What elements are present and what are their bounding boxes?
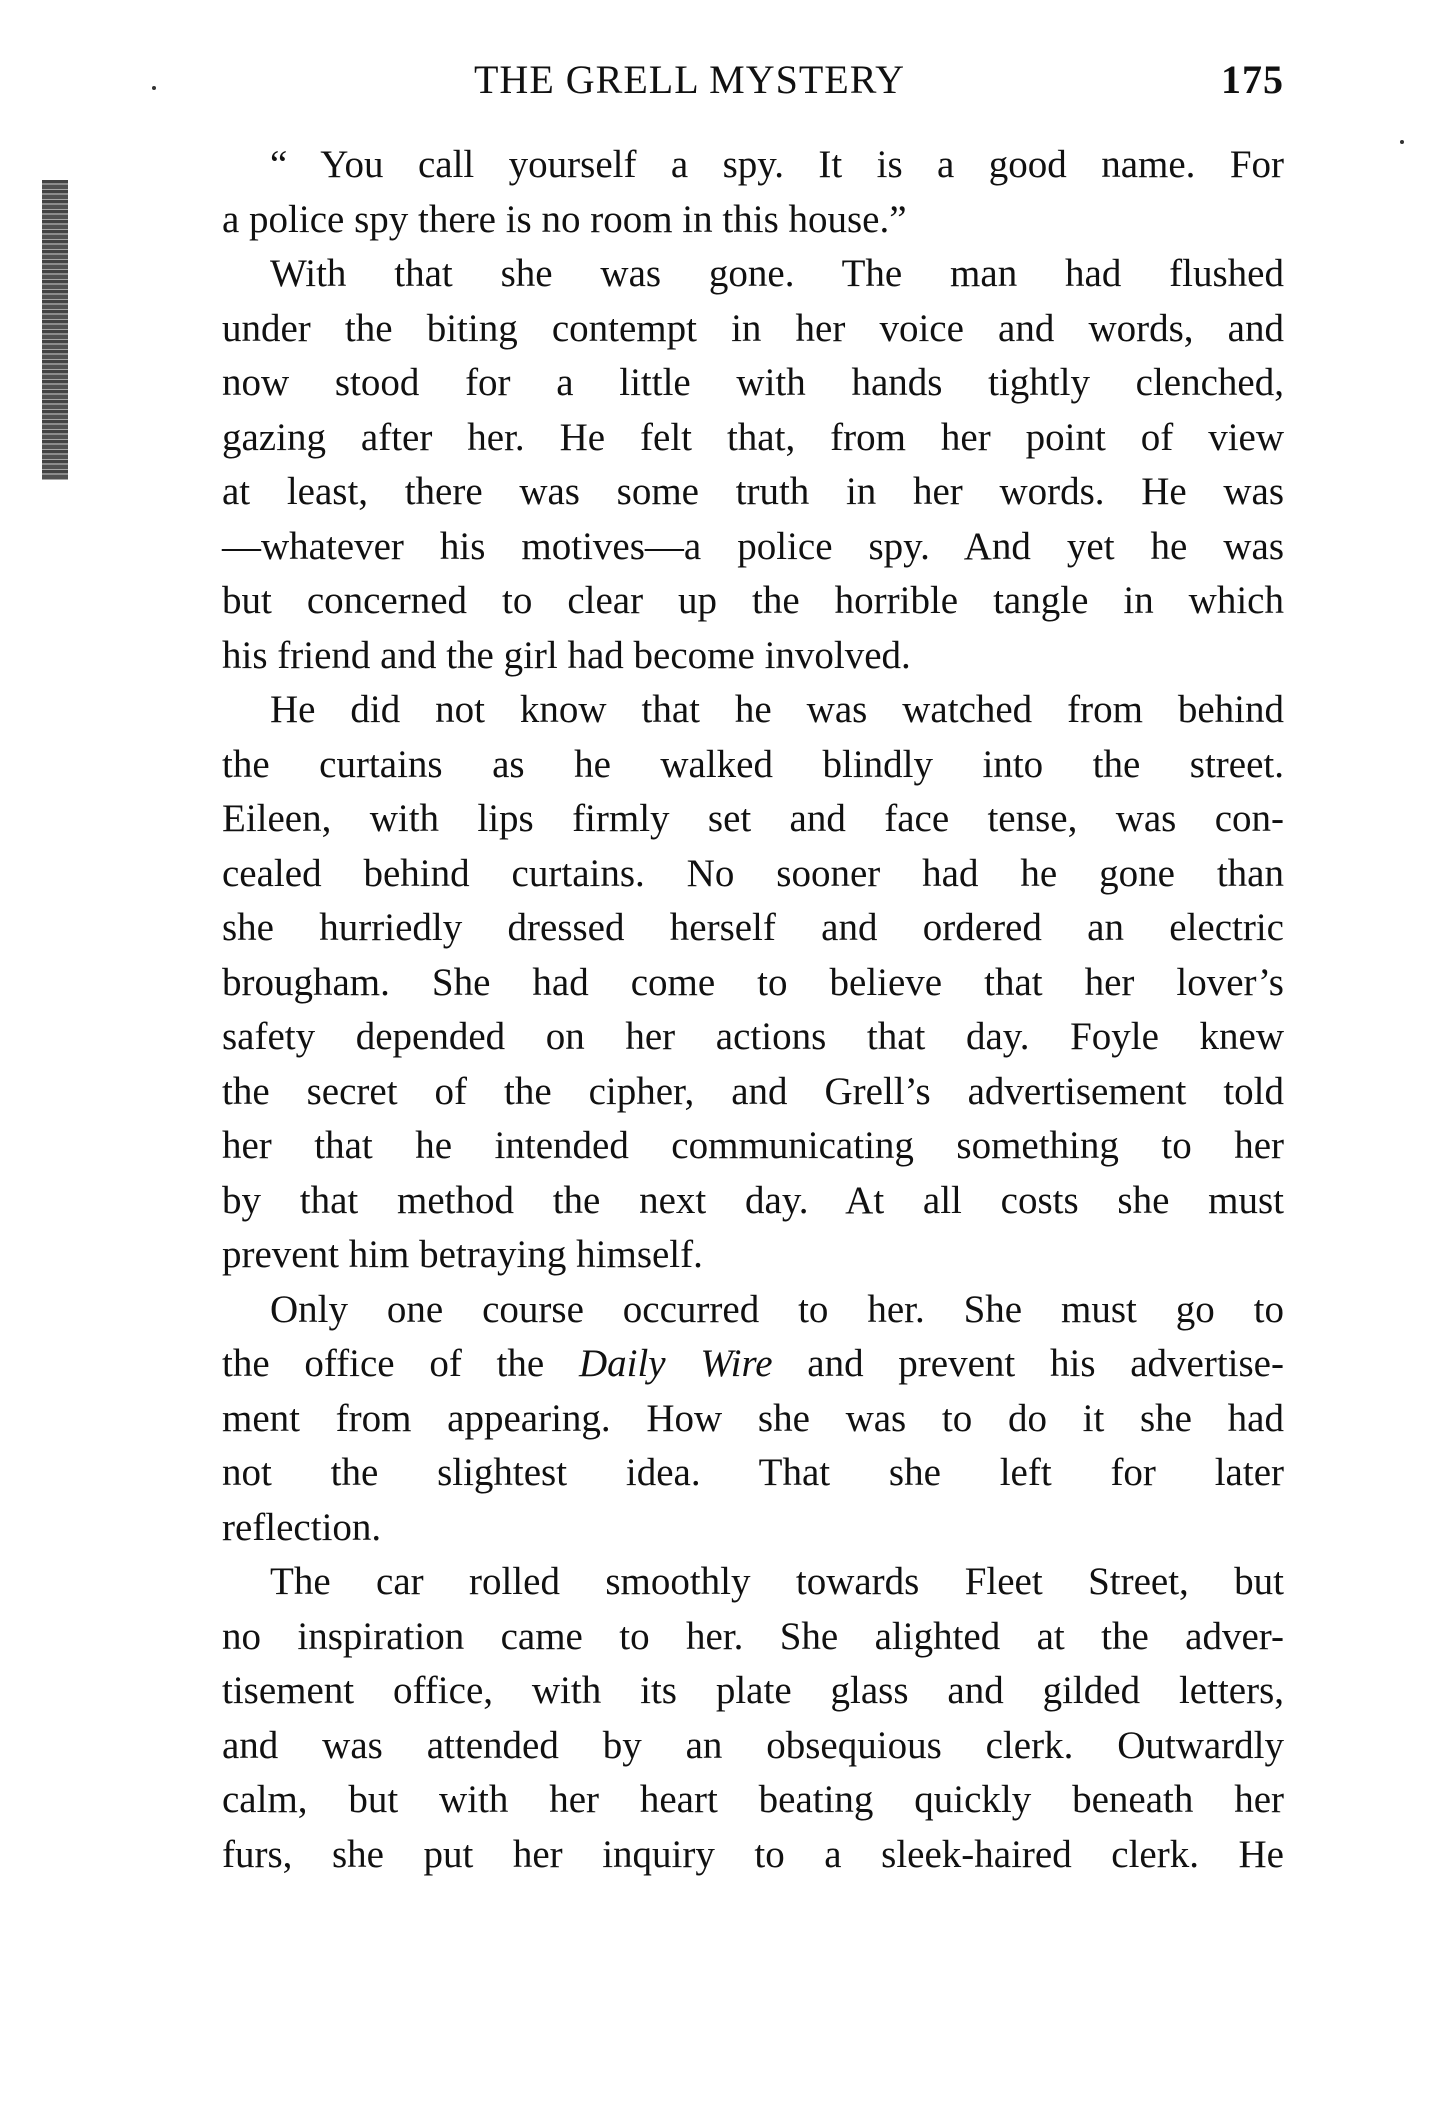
text-line: “ You call yourself a spy. It is a good name. For [270,143,1284,186]
text-line: With that she was gone. The man had flushed [270,252,1284,295]
page-number: 175 [1221,57,1284,102]
running-header [222,56,1284,116]
text-line: Only one course occurred to her. She must go to [270,1287,1284,1331]
text-line: not the slightest idea. That she left for later [222,1451,1284,1494]
text-line: her that he intended communicating something to her [222,1124,1284,1167]
print-speck [1400,140,1404,144]
text-line [222,1337,1284,1392]
text-line: by that method the next day. At all costs she must [222,1178,1284,1222]
text-line: calm, but with her heart beating quickly beneath her [222,1778,1284,1821]
text-line: prevent him betraying himself. [222,1233,703,1276]
text-line: Eileen, with lips firmly set and face tense, was con- [222,797,1284,840]
text-run: and prevent his advertise- [772,1342,1284,1385]
text-line: now stood for a little with hands tightly clenched, [222,361,1284,404]
text-line: no inspiration came to her. She alighted at the adver- [222,1614,1284,1658]
text-line: ment from appearing. How she was to do it she had [222,1396,1284,1440]
text-line: she hurriedly dressed herself and ordered an electric [222,906,1284,949]
text-run: the office of the [222,1342,579,1385]
body-text [222,138,1284,1882]
text-line: furs, she put her inquiry to a sleek-haired clerk. He [222,1832,1284,1876]
newspaper-title: Daily Wire [578,1342,773,1385]
text-line: —whatever his motives—a police spy. And yet he was [222,524,1284,568]
text-line: a police spy there is no room in this house.” [222,197,907,241]
print-speck [152,86,156,90]
text-line: the secret of the cipher, and Grell’s advertisement told [222,1069,1284,1113]
binding-shadow [42,180,68,480]
text-line: brougham. She had come to believe that her lover’s [222,960,1284,1004]
text-line: The car rolled smoothly towards Fleet Street, but [270,1560,1284,1603]
text-line: under the biting contempt in her voice and words, and [222,306,1284,350]
text-line: the curtains as he walked blindly into the street. [222,742,1284,786]
text-line: reflection. [222,1505,382,1549]
text-line: gazing after her. He felt that, from her point of view [222,415,1284,459]
text-line: cealed behind curtains. No sooner had he gone than [222,851,1284,895]
text-line: at least, there was some truth in her words. He was [222,470,1284,513]
text-line: but concerned to clear up the horrible tangle in which [222,579,1284,622]
text-line: He did not know that he was watched from behind [270,688,1284,731]
text-line: and was attended by an obsequious clerk. Outwardly [222,1723,1284,1767]
running-title: THE GRELL MYSTERY [474,57,906,102]
text-line: his friend and the girl had become involved. [222,633,911,677]
text-line: tisement office, with its plate glass and gilded letters, [222,1669,1284,1712]
text-line: safety depended on her actions that day. Foyle knew [222,1015,1284,1058]
